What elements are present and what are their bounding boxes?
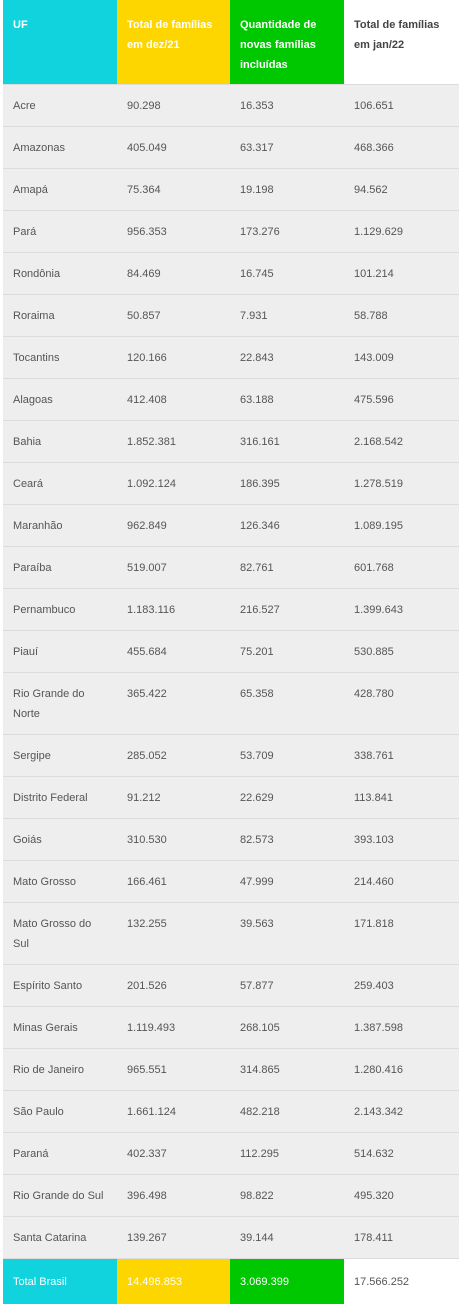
state-cell: Goiás (3, 818, 117, 860)
state-cell: Pará (3, 210, 117, 252)
total-jan22-cell: 113.841 (344, 776, 459, 818)
table-row (3, 776, 459, 818)
new-families-cell: 186.395 (230, 462, 344, 504)
state-cell: Rio Grande do Sul (3, 1174, 117, 1216)
state-cell: Mato Grosso (3, 860, 117, 902)
new-families-cell: 22.629 (230, 776, 344, 818)
state-cell: São Paulo (3, 1090, 117, 1132)
header-total-jan22: Total de famílias em jan/22 (344, 0, 459, 84)
state-cell: Espírito Santo (3, 964, 117, 1006)
new-families-cell: 112.295 (230, 1132, 344, 1174)
total-jan22-cell: 1.129.629 (344, 210, 459, 252)
total-dez21-cell: 365.422 (117, 672, 230, 734)
new-families-cell: 82.761 (230, 546, 344, 588)
state-cell: Santa Catarina (3, 1216, 117, 1258)
total-dez21-cell: 956.353 (117, 210, 230, 252)
table-row (3, 294, 459, 336)
state-cell: Mato Grosso do Sul (3, 902, 117, 964)
total-jan22-cell: 259.403 (344, 964, 459, 1006)
new-families-cell: 39.144 (230, 1216, 344, 1258)
table-row (3, 168, 459, 210)
state-cell: Paraná (3, 1132, 117, 1174)
total-dez21-cell: 310.530 (117, 818, 230, 860)
state-cell: Tocantins (3, 336, 117, 378)
total-dez21-cell: 455.684 (117, 630, 230, 672)
state-cell: Roraima (3, 294, 117, 336)
total-dez21-cell: 402.337 (117, 1132, 230, 1174)
new-families-cell: 75.201 (230, 630, 344, 672)
families-table (3, 0, 459, 1304)
table-row (3, 462, 459, 504)
table-row (3, 1090, 459, 1132)
table-row (3, 630, 459, 672)
total-dez21-cell: 285.052 (117, 734, 230, 776)
new-families-cell: 65.358 (230, 672, 344, 734)
total-jan22-cell: 178.411 (344, 1216, 459, 1258)
total-dez21-cell: 139.267 (117, 1216, 230, 1258)
table-row (3, 588, 459, 630)
total-dez21-cell: 962.849 (117, 504, 230, 546)
total-jan22-cell: 468.366 (344, 126, 459, 168)
new-families-cell: 47.999 (230, 860, 344, 902)
table-row (3, 1216, 459, 1258)
total-dez21-cell: 132.255 (117, 902, 230, 964)
table-row (3, 126, 459, 168)
state-cell: Amazonas (3, 126, 117, 168)
state-cell: Amapá (3, 168, 117, 210)
total-dez21-cell: 91.212 (117, 776, 230, 818)
new-families-cell: 57.877 (230, 964, 344, 1006)
total-jan22-cell: 171.818 (344, 902, 459, 964)
new-families-cell: 63.188 (230, 378, 344, 420)
total-new-families: 3.069.399 (230, 1258, 344, 1304)
total-dez21-cell: 1.661.124 (117, 1090, 230, 1132)
new-families-cell: 482.218 (230, 1090, 344, 1132)
total-dez21-cell: 519.007 (117, 546, 230, 588)
new-families-cell: 63.317 (230, 126, 344, 168)
table-header (3, 0, 459, 84)
new-families-cell: 19.198 (230, 168, 344, 210)
header-new-families: Quantidade de novas famílias incluídas (230, 0, 344, 84)
total-jan22-cell: 514.632 (344, 1132, 459, 1174)
new-families-cell: 16.745 (230, 252, 344, 294)
total-dez21-cell: 201.526 (117, 964, 230, 1006)
total-dez21-cell: 1.852.381 (117, 420, 230, 462)
new-families-cell: 98.822 (230, 1174, 344, 1216)
state-cell: Bahia (3, 420, 117, 462)
total-jan22-cell: 1.278.519 (344, 462, 459, 504)
state-cell: Rondônia (3, 252, 117, 294)
new-families-cell: 82.573 (230, 818, 344, 860)
total-jan22-cell: 2.143.342 (344, 1090, 459, 1132)
state-cell: Alagoas (3, 378, 117, 420)
state-cell: Maranhão (3, 504, 117, 546)
total-dez21-cell: 405.049 (117, 126, 230, 168)
total-row (3, 1258, 459, 1304)
table-row (3, 504, 459, 546)
families-table-container (3, 0, 459, 1304)
table-row (3, 1048, 459, 1090)
total-dez21-cell: 84.469 (117, 252, 230, 294)
header-total-dez21: Total de famílias em dez/21 (117, 0, 230, 84)
new-families-cell: 126.346 (230, 504, 344, 546)
total-jan22-cell: 101.214 (344, 252, 459, 294)
state-cell: Minas Gerais (3, 1006, 117, 1048)
new-families-cell: 268.105 (230, 1006, 344, 1048)
total-jan22-cell: 1.399.643 (344, 588, 459, 630)
state-cell: Ceará (3, 462, 117, 504)
table-row (3, 1006, 459, 1048)
table-row (3, 420, 459, 462)
total-jan22-cell: 214.460 (344, 860, 459, 902)
header-row (3, 0, 459, 84)
new-families-cell: 216.527 (230, 588, 344, 630)
state-cell: Rio Grande do Norte (3, 672, 117, 734)
table-row (3, 1132, 459, 1174)
total-dez21-cell: 75.364 (117, 168, 230, 210)
state-cell: Acre (3, 84, 117, 126)
total-dez21-cell: 1.183.116 (117, 588, 230, 630)
total-jan22-cell: 601.768 (344, 546, 459, 588)
state-cell: Piauí (3, 630, 117, 672)
state-cell: Rio de Janeiro (3, 1048, 117, 1090)
total-jan22-cell: 94.562 (344, 168, 459, 210)
table-row (3, 378, 459, 420)
table-row (3, 902, 459, 964)
new-families-cell: 39.563 (230, 902, 344, 964)
table-row (3, 84, 459, 126)
table-row (3, 672, 459, 734)
table-row (3, 546, 459, 588)
state-cell: Sergipe (3, 734, 117, 776)
table-row (3, 1174, 459, 1216)
total-jan22-cell: 1.280.416 (344, 1048, 459, 1090)
total-dez21-cell: 965.551 (117, 1048, 230, 1090)
total-label: Total Brasil (3, 1258, 117, 1304)
state-cell: Paraíba (3, 546, 117, 588)
state-cell: Distrito Federal (3, 776, 117, 818)
total-dez21-cell: 1.092.124 (117, 462, 230, 504)
total-dez21-cell: 396.498 (117, 1174, 230, 1216)
new-families-cell: 316.161 (230, 420, 344, 462)
table-row (3, 860, 459, 902)
new-families-cell: 7.931 (230, 294, 344, 336)
total-jan22: 17.566.252 (344, 1258, 459, 1304)
total-dez21-cell: 90.298 (117, 84, 230, 126)
total-jan22-cell: 58.788 (344, 294, 459, 336)
total-jan22-cell: 2.168.542 (344, 420, 459, 462)
total-jan22-cell: 1.089.195 (344, 504, 459, 546)
new-families-cell: 314.865 (230, 1048, 344, 1090)
new-families-cell: 16.353 (230, 84, 344, 126)
total-jan22-cell: 338.761 (344, 734, 459, 776)
total-jan22-cell: 428.780 (344, 672, 459, 734)
table-row (3, 734, 459, 776)
total-dez21-cell: 412.408 (117, 378, 230, 420)
new-families-cell: 173.276 (230, 210, 344, 252)
total-jan22-cell: 530.885 (344, 630, 459, 672)
total-jan22-cell: 106.651 (344, 84, 459, 126)
table-footer (3, 1258, 459, 1304)
total-dez21: 14.496.853 (117, 1258, 230, 1304)
table-row (3, 210, 459, 252)
total-dez21-cell: 1.119.493 (117, 1006, 230, 1048)
table-row (3, 818, 459, 860)
total-jan22-cell: 495.320 (344, 1174, 459, 1216)
total-dez21-cell: 50.857 (117, 294, 230, 336)
total-jan22-cell: 1.387.598 (344, 1006, 459, 1048)
new-families-cell: 22.843 (230, 336, 344, 378)
table-body (3, 84, 459, 1258)
total-dez21-cell: 166.461 (117, 860, 230, 902)
total-dez21-cell: 120.166 (117, 336, 230, 378)
new-families-cell: 53.709 (230, 734, 344, 776)
total-jan22-cell: 143.009 (344, 336, 459, 378)
state-cell: Pernambuco (3, 588, 117, 630)
table-row (3, 252, 459, 294)
table-row (3, 336, 459, 378)
table-row (3, 964, 459, 1006)
total-jan22-cell: 393.103 (344, 818, 459, 860)
total-jan22-cell: 475.596 (344, 378, 459, 420)
header-uf: UF (3, 0, 117, 84)
